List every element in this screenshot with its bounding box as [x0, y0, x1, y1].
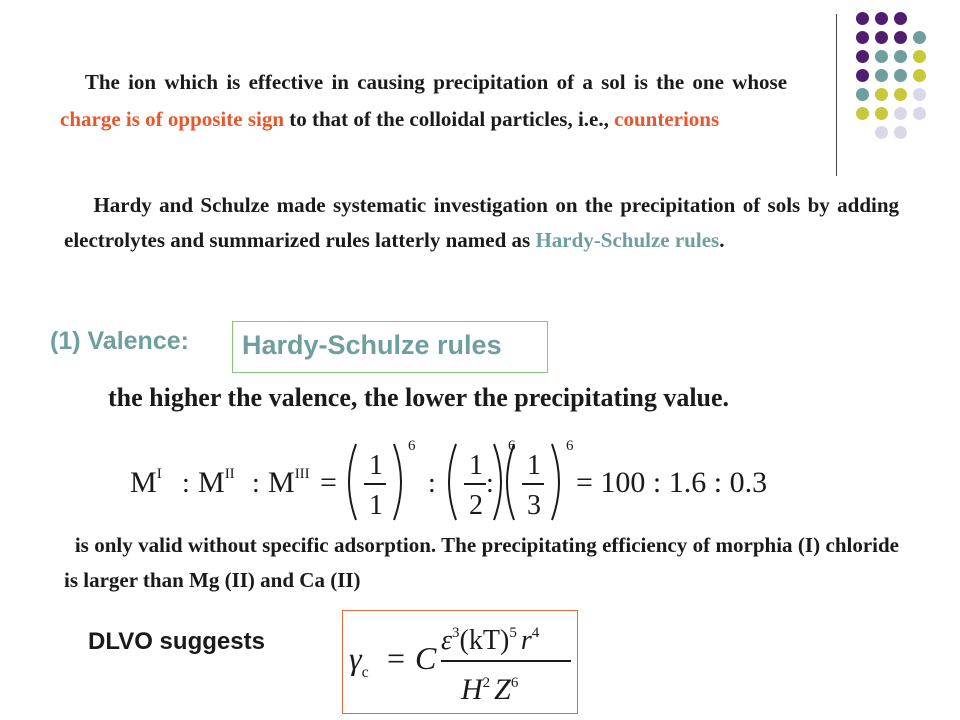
svg-text:C: C [415, 640, 437, 676]
decorative-dot [913, 50, 926, 63]
decorative-divider [836, 14, 837, 176]
decorative-dot [875, 126, 888, 139]
svg-text::: : [182, 468, 190, 499]
formula-m3: $M^{III}$ [268, 466, 310, 499]
decorative-dot [894, 107, 907, 120]
decorative-dot [894, 88, 907, 101]
svg-text:2: 2 [469, 490, 483, 521]
valence-statement: the higher the valence, the lower the precipitating value. [108, 383, 730, 412]
decorative-dot [856, 12, 869, 25]
p2-highlight-rules: Hardy-Schulze rules [535, 228, 720, 252]
svg-text:1: 1 [369, 490, 383, 521]
dlvo-label: DLVO suggests [88, 628, 265, 655]
paragraph-hardy-schulze [64, 188, 899, 258]
svg-text:6: 6 [408, 438, 416, 454]
decorative-dot [856, 31, 869, 44]
svg-text:1: 1 [469, 450, 483, 481]
formula-m2: $M^{II}$ [198, 466, 235, 499]
decorative-dot [875, 50, 888, 63]
decorative-dot [913, 88, 926, 101]
decorative-dot [913, 69, 926, 82]
rules-title-box [232, 321, 548, 373]
svg-text:=: = [320, 466, 337, 499]
svg-text:H2Z6: $H^2$ $Z^6$ [461, 673, 519, 706]
p2-text-b: . [719, 228, 725, 252]
svg-text::: : [252, 468, 260, 499]
decorative-dot [856, 107, 869, 120]
decorative-dot [875, 12, 888, 25]
decorative-dot [856, 50, 869, 63]
formula-m1: $M^I$ [130, 466, 162, 499]
decorative-dot [894, 69, 907, 82]
decorative-dot [894, 50, 907, 63]
fraction-one-over-three [486, 438, 574, 521]
p1-highlight-counterions: counterions [614, 107, 720, 131]
p3-text: is only valid without specific adsorption. The precipitating efficiency of morphia (I) chloride is larger than Mg (II) and Ca (II) [64, 533, 899, 592]
svg-text:3: 3 [527, 490, 541, 521]
decorative-dot [875, 31, 888, 44]
ratio-formula [130, 430, 770, 530]
fraction-one-over-two [449, 438, 516, 521]
decorative-dot [856, 88, 869, 101]
paragraph-specific-adsorption [64, 528, 899, 598]
p1-text-b: to that of the colloidal particles, i.e., [284, 107, 615, 131]
svg-text:γc: $\gamma_c$ [349, 640, 369, 681]
svg-text:6: 6 [508, 438, 516, 454]
decorative-dot [856, 69, 869, 82]
p1-text-a: The ion which is effective in causing precipitation of a sol is the one whose [84, 70, 788, 94]
decorative-dot [894, 12, 907, 25]
fraction-one-over-one [349, 438, 416, 521]
p2-text-a: Hardy and Schulze made systematic investigation on the precipitation of sols by adding electrolytes and summarized rules latterly named as [64, 193, 900, 252]
dlvo-formula [343, 611, 576, 712]
svg-text::: : [428, 468, 436, 499]
svg-text:1: 1 [527, 450, 541, 481]
decorative-dot-grid [848, 12, 958, 152]
dlvo-formula-box [342, 610, 578, 714]
decorative-dot [875, 107, 888, 120]
p1-highlight-opposite-sign: charge is of opposite sign [60, 107, 285, 131]
decorative-dot [913, 107, 926, 120]
svg-text:6: 6 [566, 438, 574, 454]
svg-text:ε3(kT)5r4: $\varepsilon^3(kT)^5$ $r^4$ [441, 625, 540, 656]
decorative-dot [875, 69, 888, 82]
svg-text:=: = [387, 640, 406, 676]
paragraph-counterions [60, 64, 787, 138]
ratio-result: = 100 : 1.6 : 0.3 [576, 466, 768, 499]
rules-title-label: Hardy-Schulze rules [242, 330, 502, 360]
decorative-dot [894, 126, 907, 139]
decorative-dot [894, 31, 907, 44]
valence-heading: (1) Valence: [50, 327, 189, 355]
decorative-dot [875, 88, 888, 101]
decorative-dot [913, 31, 926, 44]
svg-text::: : [486, 468, 494, 499]
svg-text:1: 1 [369, 450, 383, 481]
